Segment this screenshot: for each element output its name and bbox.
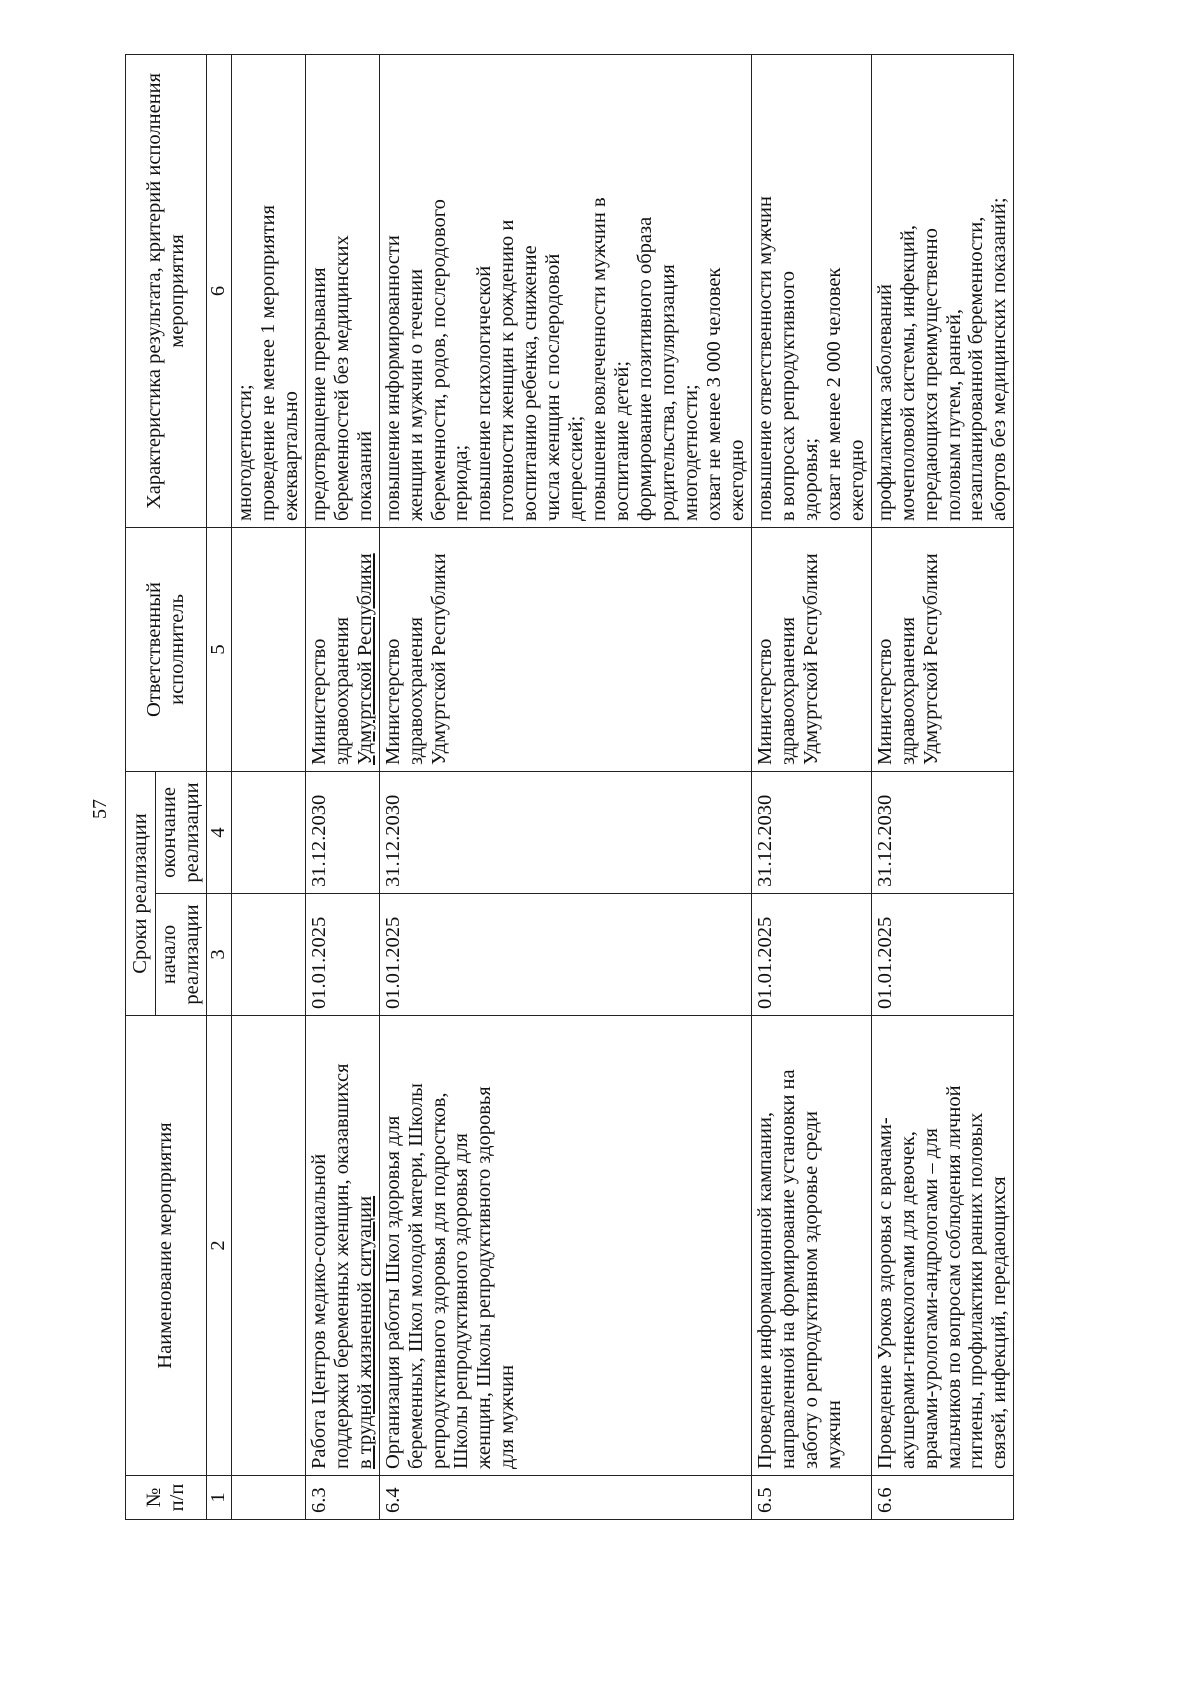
continuation-result: многодетности; проведение не менее 1 мероприятия ежеквартально (231, 54, 305, 527)
column-numbers-row (206, 54, 231, 1519)
result-description: повышение ответственности мужчин в вопросах репродуктивного здоровья; охват не менее 2 000 человек ежегодно (751, 54, 871, 527)
header-start: начало реализации (156, 894, 207, 1016)
measure-name: Проведение информационной кампании, направленной на формирование установки на заботу о репродуктивном здоровье среди мужчин (751, 1016, 871, 1476)
measures-table (125, 54, 1014, 1520)
responsible-executor: Министерство здравоохранения Удмуртской Республики (379, 527, 751, 771)
header-name: Наименование мероприятия (126, 1016, 207, 1476)
header-result: Характеристика результата, критерий исполнения мероприятия (126, 54, 207, 527)
table-row (871, 54, 1014, 1519)
start-date: 01.01.2025 (305, 894, 379, 1016)
column-number: 2 (206, 1016, 231, 1476)
table-row (751, 54, 871, 1519)
header-period: Сроки реализации (126, 771, 156, 1015)
end-date: 31.12.2030 (379, 771, 751, 893)
table-row (379, 54, 751, 1519)
responsible-executor: Министерство здравоохранения Удмуртской Республики (751, 527, 871, 771)
column-number: 6 (206, 54, 231, 527)
end-date: 31.12.2030 (871, 771, 1014, 893)
row-number: 6.4 (379, 1476, 751, 1520)
start-date: 01.01.2025 (379, 894, 751, 1016)
column-number: 4 (206, 771, 231, 893)
column-number: 5 (206, 527, 231, 771)
responsible-executor: Министерство здравоохранения Удмуртской Республики (305, 527, 379, 771)
column-number: 1 (206, 1476, 231, 1520)
rotated-table-container (125, 55, 1085, 1520)
row-number: 6.5 (751, 1476, 871, 1520)
result-description: профилактика заболеваний мочеполовой системы, инфекций, передающихся преимущественно половым путем, ранней, незапланированной беременности, абортов без медицинских показаний; (871, 54, 1014, 527)
result-description: предотвращение прерывания беременностей без медицинских показаний (305, 54, 379, 527)
header-executor: Ответственный исполнитель (126, 527, 207, 771)
measure-name: Организация работы Школ здоровья для беременных, Школ молодой матери, Школы репродуктивного здоровья для подростков, Школы репродуктивного здоровья для женщин, Школы репродуктивного здоровья для мужчин (379, 1016, 751, 1476)
header-num: № п/п (126, 1476, 207, 1520)
start-date: 01.01.2025 (751, 894, 871, 1016)
end-date: 31.12.2030 (305, 771, 379, 893)
header-end: окончание реализации (156, 771, 207, 893)
row-number: 6.3 (305, 1476, 379, 1520)
result-description: повышение информированности женщин и мужчин о течении беременности, родов, послеродового периода; повышение психологической готовности женщин к рождению и воспитанию ребенка, снижение числа женщин с послеродовой депрессией; повышение вовлеченности мужчин в воспитание детей; формирование позитивного образа родительства, популяризация многодетности; охват не менее 3 000 человек ежегодно (379, 54, 751, 527)
table-row (305, 54, 379, 1519)
page-number: 57 (89, 799, 111, 819)
column-number: 3 (206, 894, 231, 1016)
responsible-executor: Министерство здравоохранения Удмуртской Республики (871, 527, 1014, 771)
measure-name: Проведение Уроков здоровья с врачами- акушерами-гинекологами для девочек, врачами-урологами-андрологами – для мальчиков по вопросам соблюдения личной гигиены, профилактики ранних половых связей, инфекций, передающихся (871, 1016, 1014, 1476)
continuation-row (231, 54, 305, 1519)
start-date: 01.01.2025 (871, 894, 1014, 1016)
measure-name: Работа Центров медико-социальной поддержки беременных женщин, оказавшихся в трудной жизненной ситуации (305, 1016, 379, 1476)
end-date: 31.12.2030 (751, 771, 871, 893)
row-number: 6.6 (871, 1476, 1014, 1520)
